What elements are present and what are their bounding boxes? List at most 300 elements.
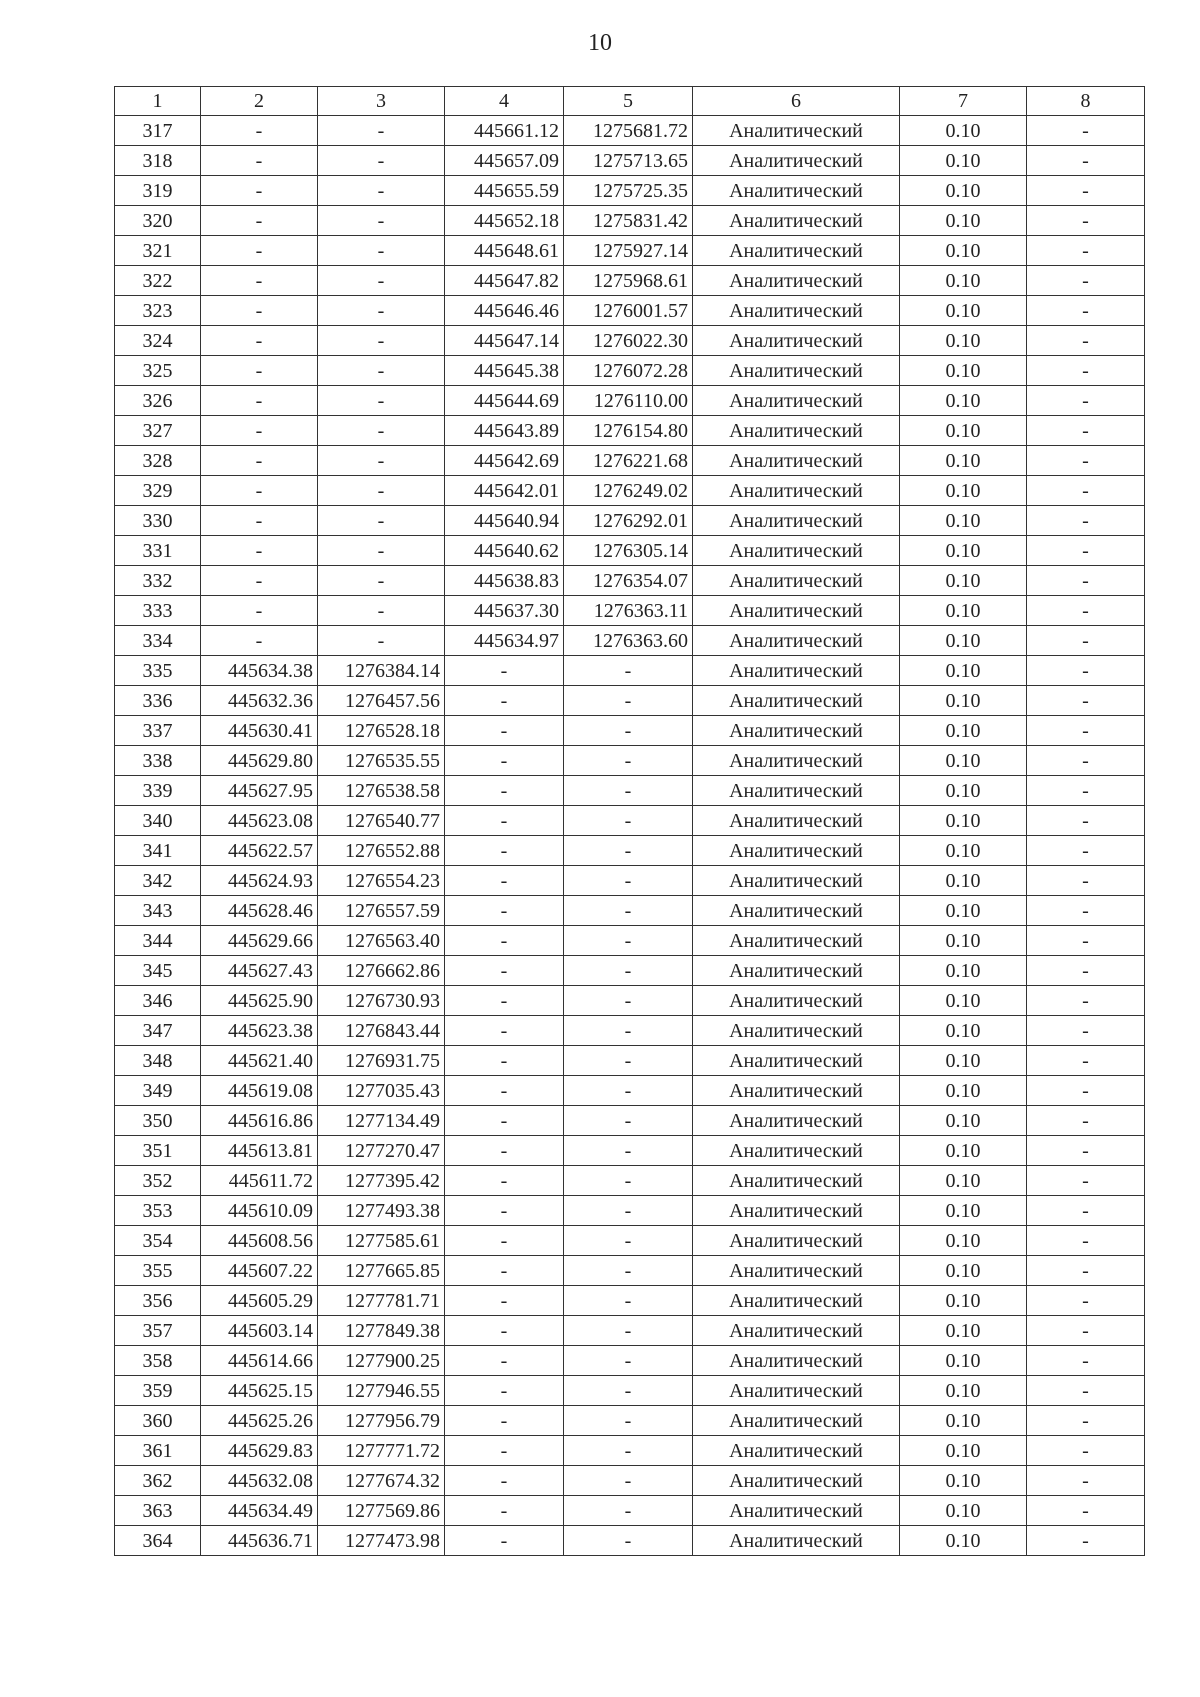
table-cell-col-7: 0.10 bbox=[900, 686, 1027, 716]
table-cell-col-6: Аналитический bbox=[693, 1016, 900, 1046]
table-row bbox=[115, 1076, 1145, 1106]
table-cell-col-1: 357 bbox=[115, 1316, 201, 1346]
table-cell-col-7: 0.10 bbox=[900, 416, 1027, 446]
table-row bbox=[115, 1256, 1145, 1286]
table-row bbox=[115, 1196, 1145, 1226]
table-cell-col-6: Аналитический bbox=[693, 506, 900, 536]
table-row bbox=[115, 836, 1145, 866]
table-cell-col-4: 445655.59 bbox=[445, 176, 564, 206]
table-row bbox=[115, 1376, 1145, 1406]
table-cell-col-6: Аналитический bbox=[693, 1166, 900, 1196]
table-cell-col-1: 333 bbox=[115, 596, 201, 626]
table-cell-col-1: 323 bbox=[115, 296, 201, 326]
table-cell-col-6: Аналитический bbox=[693, 1286, 900, 1316]
table-cell-col-7: 0.10 bbox=[900, 266, 1027, 296]
table-cell-col-2: - bbox=[201, 506, 318, 536]
table-cell-col-7: 0.10 bbox=[900, 1316, 1027, 1346]
table-cell-col-2: 445629.83 bbox=[201, 1436, 318, 1466]
table-cell-col-8: - bbox=[1027, 356, 1145, 386]
table-cell-col-3: 1276552.88 bbox=[318, 836, 445, 866]
table-cell-col-7: 0.10 bbox=[900, 1076, 1027, 1106]
table-cell-col-7: 0.10 bbox=[900, 746, 1027, 776]
table-cell-col-7: 0.10 bbox=[900, 1286, 1027, 1316]
table-cell-col-3: 1276662.86 bbox=[318, 956, 445, 986]
table-cell-col-8: - bbox=[1027, 1046, 1145, 1076]
table-cell-col-2: 445614.66 bbox=[201, 1346, 318, 1376]
table-cell-col-1: 337 bbox=[115, 716, 201, 746]
table-cell-col-1: 363 bbox=[115, 1496, 201, 1526]
table-cell-col-5: - bbox=[564, 926, 693, 956]
table-cell-col-3: 1277270.47 bbox=[318, 1136, 445, 1166]
table-cell-col-8: - bbox=[1027, 386, 1145, 416]
table-cell-col-8: - bbox=[1027, 626, 1145, 656]
table-cell-col-6: Аналитический bbox=[693, 476, 900, 506]
table-cell-col-5: - bbox=[564, 896, 693, 926]
table-cell-col-2: 445610.09 bbox=[201, 1196, 318, 1226]
table-cell-col-2: - bbox=[201, 446, 318, 476]
table-cell-col-4: - bbox=[445, 866, 564, 896]
table-cell-col-7: 0.10 bbox=[900, 146, 1027, 176]
table-cell-col-1: 320 bbox=[115, 206, 201, 236]
table-cell-col-4: 445646.46 bbox=[445, 296, 564, 326]
table-row bbox=[115, 416, 1145, 446]
table-cell-col-6: Аналитический bbox=[693, 176, 900, 206]
table-cell-col-8: - bbox=[1027, 986, 1145, 1016]
table-cell-col-5: - bbox=[564, 1376, 693, 1406]
table-cell-col-7: 0.10 bbox=[900, 1256, 1027, 1286]
table-cell-col-3: 1276563.40 bbox=[318, 926, 445, 956]
table-cell-col-3: 1277781.71 bbox=[318, 1286, 445, 1316]
table-cell-col-8: - bbox=[1027, 806, 1145, 836]
table-cell-col-4: - bbox=[445, 806, 564, 836]
table-cell-col-4: 445645.38 bbox=[445, 356, 564, 386]
table-cell-col-1: 334 bbox=[115, 626, 201, 656]
table-cell-col-8: - bbox=[1027, 1196, 1145, 1226]
table-cell-col-8: - bbox=[1027, 1496, 1145, 1526]
table-cell-col-4: - bbox=[445, 926, 564, 956]
table-cell-col-3: 1276554.23 bbox=[318, 866, 445, 896]
table-cell-col-5: - bbox=[564, 1256, 693, 1286]
table-cell-col-6: Аналитический bbox=[693, 1106, 900, 1136]
table-cell-col-7: 0.10 bbox=[900, 1166, 1027, 1196]
table-cell-col-4: - bbox=[445, 1436, 564, 1466]
table-cell-col-3: - bbox=[318, 326, 445, 356]
table-cell-col-3: 1276538.58 bbox=[318, 776, 445, 806]
table-cell-col-7: 0.10 bbox=[900, 296, 1027, 326]
table-cell-col-2: 445603.14 bbox=[201, 1316, 318, 1346]
table-cell-col-4: 445647.14 bbox=[445, 326, 564, 356]
table-cell-col-3: 1277035.43 bbox=[318, 1076, 445, 1106]
table-cell-col-6: Аналитический bbox=[693, 1316, 900, 1346]
table-cell-col-3: - bbox=[318, 416, 445, 446]
page-number: 10 bbox=[588, 30, 612, 56]
table-cell-col-2: 445619.08 bbox=[201, 1076, 318, 1106]
table-cell-col-6: Аналитический bbox=[693, 596, 900, 626]
table-row bbox=[115, 176, 1145, 206]
table-row bbox=[115, 656, 1145, 686]
table-cell-col-5: 1276363.11 bbox=[564, 596, 693, 626]
table-cell-col-5: 1275927.14 bbox=[564, 236, 693, 266]
table-cell-col-8: - bbox=[1027, 896, 1145, 926]
table-cell-col-8: - bbox=[1027, 176, 1145, 206]
table-cell-col-3: 1277473.98 bbox=[318, 1526, 445, 1556]
table-cell-col-8: - bbox=[1027, 1346, 1145, 1376]
table-cell-col-3: 1276557.59 bbox=[318, 896, 445, 926]
table-cell-col-1: 344 bbox=[115, 926, 201, 956]
column-header-4: 4 bbox=[445, 87, 564, 116]
table-cell-col-1: 348 bbox=[115, 1046, 201, 1076]
table-cell-col-2: 445625.15 bbox=[201, 1376, 318, 1406]
table-cell-col-8: - bbox=[1027, 476, 1145, 506]
table-row bbox=[115, 566, 1145, 596]
table-cell-col-4: 445640.62 bbox=[445, 536, 564, 566]
table-cell-col-6: Аналитический bbox=[693, 716, 900, 746]
table-cell-col-1: 355 bbox=[115, 1256, 201, 1286]
table-cell-col-4: - bbox=[445, 1346, 564, 1376]
table-cell-col-5: - bbox=[564, 746, 693, 776]
table-cell-col-7: 0.10 bbox=[900, 356, 1027, 386]
table-cell-col-3: 1277395.42 bbox=[318, 1166, 445, 1196]
table-row bbox=[115, 716, 1145, 746]
table-cell-col-5: - bbox=[564, 776, 693, 806]
table-cell-col-3: 1277956.79 bbox=[318, 1406, 445, 1436]
table-cell-col-3: - bbox=[318, 506, 445, 536]
table-cell-col-1: 340 bbox=[115, 806, 201, 836]
table-row bbox=[115, 986, 1145, 1016]
table-cell-col-5: 1275831.42 bbox=[564, 206, 693, 236]
column-header-7: 7 bbox=[900, 87, 1027, 116]
table-cell-col-6: Аналитический bbox=[693, 1436, 900, 1466]
table-cell-col-7: 0.10 bbox=[900, 506, 1027, 536]
column-header-2: 2 bbox=[201, 87, 318, 116]
table-cell-col-4: 445634.97 bbox=[445, 626, 564, 656]
table-cell-col-3: 1276730.93 bbox=[318, 986, 445, 1016]
table-cell-col-1: 322 bbox=[115, 266, 201, 296]
table-cell-col-6: Аналитический bbox=[693, 206, 900, 236]
table-cell-col-6: Аналитический bbox=[693, 1526, 900, 1556]
table-cell-col-2: 445607.22 bbox=[201, 1256, 318, 1286]
table-cell-col-3: 1276384.14 bbox=[318, 656, 445, 686]
table-cell-col-2: 445632.36 bbox=[201, 686, 318, 716]
table-cell-col-5: - bbox=[564, 1286, 693, 1316]
table-cell-col-3: - bbox=[318, 386, 445, 416]
table-row bbox=[115, 1406, 1145, 1436]
table-row bbox=[115, 1286, 1145, 1316]
table-cell-col-2: - bbox=[201, 356, 318, 386]
table-cell-col-2: 445622.57 bbox=[201, 836, 318, 866]
table-cell-col-2: - bbox=[201, 146, 318, 176]
table-cell-col-5: - bbox=[564, 1316, 693, 1346]
table-cell-col-5: - bbox=[564, 806, 693, 836]
column-header-8: 8 bbox=[1027, 87, 1145, 116]
table-cell-col-7: 0.10 bbox=[900, 986, 1027, 1016]
table-row bbox=[115, 746, 1145, 776]
table-cell-col-7: 0.10 bbox=[900, 446, 1027, 476]
table-cell-col-1: 318 bbox=[115, 146, 201, 176]
table-cell-col-5: 1276154.80 bbox=[564, 416, 693, 446]
table-cell-col-8: - bbox=[1027, 1226, 1145, 1256]
table-cell-col-2: 445629.80 bbox=[201, 746, 318, 776]
table-cell-col-5: - bbox=[564, 1166, 693, 1196]
table-cell-col-3: - bbox=[318, 476, 445, 506]
table-cell-col-7: 0.10 bbox=[900, 566, 1027, 596]
table-cell-col-4: - bbox=[445, 1016, 564, 1046]
table-cell-col-8: - bbox=[1027, 1256, 1145, 1286]
table-cell-col-7: 0.10 bbox=[900, 1136, 1027, 1166]
table-row bbox=[115, 536, 1145, 566]
table-cell-col-2: - bbox=[201, 566, 318, 596]
table-cell-col-4: - bbox=[445, 716, 564, 746]
table-cell-col-7: 0.10 bbox=[900, 236, 1027, 266]
table-cell-col-5: 1275713.65 bbox=[564, 146, 693, 176]
table-cell-col-5: 1276221.68 bbox=[564, 446, 693, 476]
table-row bbox=[115, 1346, 1145, 1376]
table-cell-col-3: 1277585.61 bbox=[318, 1226, 445, 1256]
table-cell-col-4: - bbox=[445, 1316, 564, 1346]
table-cell-col-4: - bbox=[445, 836, 564, 866]
table-cell-col-8: - bbox=[1027, 1016, 1145, 1046]
table-cell-col-7: 0.10 bbox=[900, 386, 1027, 416]
table-cell-col-4: - bbox=[445, 1496, 564, 1526]
table-cell-col-3: 1277665.85 bbox=[318, 1256, 445, 1286]
table-cell-col-8: - bbox=[1027, 1466, 1145, 1496]
table-row bbox=[115, 326, 1145, 356]
table-cell-col-2: 445621.40 bbox=[201, 1046, 318, 1076]
table-cell-col-4: - bbox=[445, 1106, 564, 1136]
table-row bbox=[115, 206, 1145, 236]
table-cell-col-6: Аналитический bbox=[693, 656, 900, 686]
table-cell-col-8: - bbox=[1027, 326, 1145, 356]
table-cell-col-1: 330 bbox=[115, 506, 201, 536]
table-cell-col-1: 339 bbox=[115, 776, 201, 806]
table-cell-col-2: 445627.43 bbox=[201, 956, 318, 986]
table-cell-col-8: - bbox=[1027, 1436, 1145, 1466]
table-cell-col-2: 445605.29 bbox=[201, 1286, 318, 1316]
table-cell-col-2: 445634.49 bbox=[201, 1496, 318, 1526]
table-cell-col-1: 319 bbox=[115, 176, 201, 206]
table-cell-col-1: 359 bbox=[115, 1376, 201, 1406]
table-cell-col-8: - bbox=[1027, 836, 1145, 866]
table-cell-col-8: - bbox=[1027, 1106, 1145, 1136]
table-cell-col-5: - bbox=[564, 1496, 693, 1526]
table-cell-col-8: - bbox=[1027, 236, 1145, 266]
table-row bbox=[115, 1526, 1145, 1556]
table-cell-col-7: 0.10 bbox=[900, 326, 1027, 356]
table-cell-col-8: - bbox=[1027, 1076, 1145, 1106]
table-cell-col-6: Аналитический bbox=[693, 356, 900, 386]
table-cell-col-4: - bbox=[445, 986, 564, 1016]
table-cell-col-6: Аналитический bbox=[693, 1496, 900, 1526]
table-row bbox=[115, 1226, 1145, 1256]
table-cell-col-7: 0.10 bbox=[900, 866, 1027, 896]
table-cell-col-2: 445628.46 bbox=[201, 896, 318, 926]
table-row bbox=[115, 356, 1145, 386]
table-cell-col-7: 0.10 bbox=[900, 1226, 1027, 1256]
table-cell-col-2: 445632.08 bbox=[201, 1466, 318, 1496]
table-cell-col-6: Аналитический bbox=[693, 746, 900, 776]
table-cell-col-1: 317 bbox=[115, 116, 201, 146]
table-body bbox=[115, 116, 1145, 1556]
table-cell-col-2: - bbox=[201, 476, 318, 506]
table-cell-col-1: 353 bbox=[115, 1196, 201, 1226]
table-cell-col-2: - bbox=[201, 296, 318, 326]
table-cell-col-3: 1276528.18 bbox=[318, 716, 445, 746]
table-cell-col-8: - bbox=[1027, 446, 1145, 476]
table-cell-col-2: 445636.71 bbox=[201, 1526, 318, 1556]
table-row bbox=[115, 1046, 1145, 1076]
table-cell-col-8: - bbox=[1027, 1376, 1145, 1406]
table-cell-col-3: - bbox=[318, 566, 445, 596]
table-cell-col-7: 0.10 bbox=[900, 476, 1027, 506]
table-cell-col-7: 0.10 bbox=[900, 656, 1027, 686]
table-cell-col-7: 0.10 bbox=[900, 1346, 1027, 1376]
table-cell-col-7: 0.10 bbox=[900, 806, 1027, 836]
table-cell-col-7: 0.10 bbox=[900, 1016, 1027, 1046]
table-cell-col-5: - bbox=[564, 1016, 693, 1046]
table-cell-col-7: 0.10 bbox=[900, 1106, 1027, 1136]
table-cell-col-3: - bbox=[318, 206, 445, 236]
table-cell-col-6: Аналитический bbox=[693, 1136, 900, 1166]
table-cell-col-2: 445611.72 bbox=[201, 1166, 318, 1196]
table-row bbox=[115, 506, 1145, 536]
table-cell-col-6: Аналитический bbox=[693, 566, 900, 596]
table-cell-col-6: Аналитический bbox=[693, 116, 900, 146]
table-row bbox=[115, 386, 1145, 416]
table-cell-col-4: 445640.94 bbox=[445, 506, 564, 536]
table-row bbox=[115, 926, 1145, 956]
table-cell-col-8: - bbox=[1027, 1166, 1145, 1196]
table-cell-col-1: 354 bbox=[115, 1226, 201, 1256]
table-cell-col-5: 1276354.07 bbox=[564, 566, 693, 596]
table-cell-col-5: - bbox=[564, 836, 693, 866]
table-cell-col-5: - bbox=[564, 956, 693, 986]
table-cell-col-4: 445642.69 bbox=[445, 446, 564, 476]
table-row bbox=[115, 686, 1145, 716]
table-cell-col-3: - bbox=[318, 146, 445, 176]
table-cell-col-4: - bbox=[445, 1136, 564, 1166]
table-row bbox=[115, 1436, 1145, 1466]
table-cell-col-2: 445616.86 bbox=[201, 1106, 318, 1136]
table-cell-col-7: 0.10 bbox=[900, 206, 1027, 236]
table-cell-col-3: 1277134.49 bbox=[318, 1106, 445, 1136]
table-cell-col-2: 445625.90 bbox=[201, 986, 318, 1016]
table-cell-col-3: 1277946.55 bbox=[318, 1376, 445, 1406]
table-cell-col-3: - bbox=[318, 116, 445, 146]
table-cell-col-7: 0.10 bbox=[900, 1196, 1027, 1226]
table-cell-col-6: Аналитический bbox=[693, 1196, 900, 1226]
table-cell-col-6: Аналитический bbox=[693, 1256, 900, 1286]
table-cell-col-8: - bbox=[1027, 596, 1145, 626]
table-cell-col-1: 341 bbox=[115, 836, 201, 866]
table-cell-col-1: 342 bbox=[115, 866, 201, 896]
table-cell-col-2: - bbox=[201, 236, 318, 266]
table-cell-col-3: 1277849.38 bbox=[318, 1316, 445, 1346]
table-cell-col-2: - bbox=[201, 206, 318, 236]
table-row bbox=[115, 1016, 1145, 1046]
table-cell-col-4: 445657.09 bbox=[445, 146, 564, 176]
table-cell-col-6: Аналитический bbox=[693, 1226, 900, 1256]
table-cell-col-8: - bbox=[1027, 1136, 1145, 1166]
table-cell-col-1: 361 bbox=[115, 1436, 201, 1466]
table-cell-col-8: - bbox=[1027, 656, 1145, 686]
table-cell-col-7: 0.10 bbox=[900, 626, 1027, 656]
table-cell-col-1: 356 bbox=[115, 1286, 201, 1316]
table-cell-col-7: 0.10 bbox=[900, 716, 1027, 746]
table-cell-col-6: Аналитический bbox=[693, 416, 900, 446]
table-cell-col-8: - bbox=[1027, 266, 1145, 296]
table-row bbox=[115, 296, 1145, 326]
table-cell-col-3: 1276843.44 bbox=[318, 1016, 445, 1046]
table-cell-col-2: - bbox=[201, 116, 318, 146]
table-cell-col-4: - bbox=[445, 1256, 564, 1286]
table-cell-col-7: 0.10 bbox=[900, 776, 1027, 806]
table-cell-col-1: 321 bbox=[115, 236, 201, 266]
table-cell-col-5: - bbox=[564, 1226, 693, 1256]
table-cell-col-1: 362 bbox=[115, 1466, 201, 1496]
table-cell-col-2: 445613.81 bbox=[201, 1136, 318, 1166]
table-cell-col-4: 445644.69 bbox=[445, 386, 564, 416]
table-cell-col-6: Аналитический bbox=[693, 956, 900, 986]
table-row bbox=[115, 146, 1145, 176]
table-cell-col-1: 352 bbox=[115, 1166, 201, 1196]
table-cell-col-7: 0.10 bbox=[900, 1466, 1027, 1496]
table-cell-col-8: - bbox=[1027, 866, 1145, 896]
table-cell-col-5: - bbox=[564, 1346, 693, 1376]
table-cell-col-5: 1276292.01 bbox=[564, 506, 693, 536]
table-cell-col-4: 445652.18 bbox=[445, 206, 564, 236]
table-cell-col-5: - bbox=[564, 1046, 693, 1076]
table-cell-col-6: Аналитический bbox=[693, 1376, 900, 1406]
table-cell-col-5: - bbox=[564, 986, 693, 1016]
table-cell-col-4: - bbox=[445, 1166, 564, 1196]
table-cell-col-8: - bbox=[1027, 776, 1145, 806]
table-cell-col-8: - bbox=[1027, 536, 1145, 566]
table-cell-col-6: Аналитический bbox=[693, 446, 900, 476]
table-cell-col-7: 0.10 bbox=[900, 536, 1027, 566]
table-cell-col-8: - bbox=[1027, 146, 1145, 176]
table-cell-col-3: - bbox=[318, 596, 445, 626]
table-cell-col-4: 445661.12 bbox=[445, 116, 564, 146]
table-cell-col-8: - bbox=[1027, 1406, 1145, 1436]
table-cell-col-2: - bbox=[201, 326, 318, 356]
table-cell-col-2: 445630.41 bbox=[201, 716, 318, 746]
table-cell-col-6: Аналитический bbox=[693, 686, 900, 716]
table-cell-col-5: - bbox=[564, 716, 693, 746]
table-cell-col-1: 349 bbox=[115, 1076, 201, 1106]
column-header-3: 3 bbox=[318, 87, 445, 116]
table-row bbox=[115, 1136, 1145, 1166]
table-row bbox=[115, 776, 1145, 806]
table-cell-col-5: - bbox=[564, 1466, 693, 1496]
table-cell-col-5: - bbox=[564, 1136, 693, 1166]
table-cell-col-1: 324 bbox=[115, 326, 201, 356]
table-cell-col-5: 1275725.35 bbox=[564, 176, 693, 206]
table-cell-col-3: 1277900.25 bbox=[318, 1346, 445, 1376]
column-header-6: 6 bbox=[693, 87, 900, 116]
table-cell-col-7: 0.10 bbox=[900, 176, 1027, 206]
table-cell-col-1: 328 bbox=[115, 446, 201, 476]
table-row bbox=[115, 1316, 1145, 1346]
table-cell-col-4: - bbox=[445, 1466, 564, 1496]
table-cell-col-1: 325 bbox=[115, 356, 201, 386]
table-cell-col-4: 445642.01 bbox=[445, 476, 564, 506]
column-header-1: 1 bbox=[115, 87, 201, 116]
table-cell-col-5: - bbox=[564, 1526, 693, 1556]
table-cell-col-3: 1277771.72 bbox=[318, 1436, 445, 1466]
table-row bbox=[115, 1166, 1145, 1196]
table-row bbox=[115, 266, 1145, 296]
table-cell-col-4: - bbox=[445, 656, 564, 686]
